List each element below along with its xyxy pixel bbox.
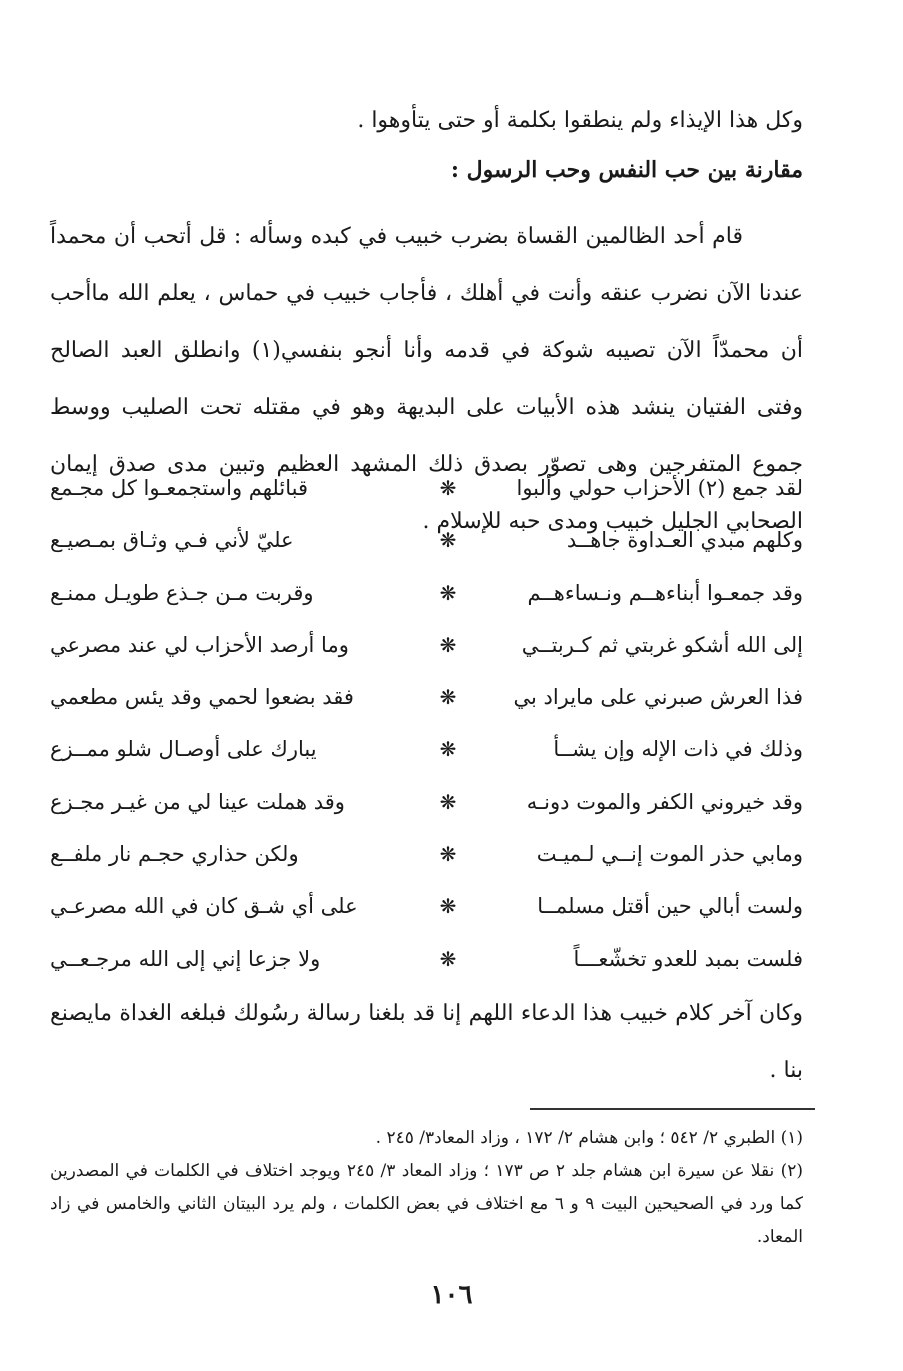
verse-second-hemistich: على أي شـق كان في الله مصرعـي: [50, 894, 358, 919]
poem: [50, 462, 803, 985]
verse-first-hemistich: لقد جمع (٢) الأحزاب حولي وألبوا: [516, 476, 803, 500]
footnote-2: (٢) نقلا عن سيرة ابن هشام جلد ٢ ص ١٧٣ ؛ وزاد المعاد ٣/ ٢٤٥ ويوجد اختلاف في الكلمات في المصدرين كما ورد في الصحيحين البيت ٩ و ٦ مع اختلاف في بعض الكلمات ، ولم يرد البيتان الثاني والخامس في زاد المعاد.: [50, 1161, 803, 1247]
verse-separator-icon: ❋: [439, 632, 457, 657]
poem-verse: [50, 828, 803, 880]
main-paragraph: قام أحد الظالمين القساة بضرب خبيب في كبده وسأله : قل أتحب أن محمداً عندنا الآن نضرب عنقه وأنت في أهلك ، فأجاب خبيب في حماس ، يعلم الله ماأحب أن محمدّاً الآن تصيبه شوكة في قدمه وأنا أنجو بنفسي(١) وانطلق العبد الصالح وفتى الفتيان ينشد هذه الأبيات على البديهة وهو في مقتله تحت الصليب ووسط جموع المتفرجين وهى تصوّر بصدق ذلك المشهد العظيم وتبين مدى صدق إيمان الصحابي الجليل خبيب ومدى حبه للإسلام .: [50, 224, 803, 534]
footnote-divider: [530, 1108, 815, 1110]
verse-second-hemistich: يبارك على أوصـال شلو ممــزع: [50, 737, 317, 762]
poem-verse: [50, 567, 803, 619]
verse-first-hemistich: فلست بمبد للعدو تخشّعـــاً: [573, 946, 803, 971]
verse-second-hemistich: وما أرصد الأحزاب لي عند مصرعي: [50, 632, 349, 657]
verse-separator-icon: ❋: [439, 580, 457, 605]
verse-second-hemistich: عليّ لأني فـي وثـاق بمـصيـع: [50, 528, 294, 553]
verse-separator-icon: ❋: [439, 894, 457, 919]
verse-first-hemistich: ولست أبالي حين أقتل مسلمــا: [537, 894, 803, 919]
verse-second-hemistich: فقد بضعوا لحمي وقد يئس مطعمي: [50, 685, 354, 710]
verse-first-hemistich: وقد جمعـوا أبناءهــم ونـساءهــم: [527, 580, 803, 605]
verse-first-hemistich: فذا العرش صبرني على مايراد بي: [513, 685, 803, 710]
poem-verse: [50, 462, 803, 514]
verse-separator-icon: ❋: [439, 842, 457, 867]
poem-verse: [50, 880, 803, 932]
poem-verse: [50, 933, 803, 985]
verse-first-hemistich: ومابي حذر الموت إنــي لـميـت: [536, 842, 803, 867]
closing-paragraph: وكان آخر كلام خبيب هذا الدعاء اللهم إنا قد بلغنا رسالة رسُولك فبلغه الغداة مايصنع بنا .: [50, 1001, 803, 1083]
verse-separator-icon: ❋: [439, 789, 457, 814]
verse-second-hemistich: وقربت مـن جـذع طويـل ممنـع: [50, 580, 314, 605]
verse-separator-icon: ❋: [439, 737, 457, 762]
verse-separator-icon: ❋: [439, 476, 457, 500]
verse-second-hemistich: ولكن حذاري حجـم نار ملفــع: [50, 842, 299, 867]
opening-line: وكل هذا الإيذاء ولم ينطقوا بكلمة أو حتى يتأوهوا .: [357, 108, 803, 133]
page-number: ١٠٦: [430, 1280, 473, 1310]
verse-first-hemistich: وذلك في ذات الإله وإن يشــأ: [553, 737, 803, 762]
verse-first-hemistich: وقد خيروني الكفر والموت دونـه: [526, 789, 803, 814]
verse-separator-icon: ❋: [439, 946, 457, 971]
verse-first-hemistich: إلى الله أشكو غربتي ثم كـربتــي: [521, 632, 803, 657]
verse-first-hemistich: وكلهم مبدي العـداوة جاهــد: [566, 528, 803, 553]
verse-separator-icon: ❋: [439, 685, 457, 710]
footnotes: [50, 1122, 803, 1254]
verse-separator-icon: ❋: [439, 528, 457, 553]
poem-verse: [50, 776, 803, 828]
verse-second-hemistich: وقد هملت عينا لي من غيـر مجـزع: [50, 789, 345, 814]
poem-verse: [50, 514, 803, 566]
poem-verse: [50, 723, 803, 775]
poem-verse: [50, 671, 803, 723]
section-heading: مقارنة بين حب النفس وحب الرسول :: [450, 157, 803, 183]
verse-second-hemistich: ولا جزعا إني إلى الله مرجـعــي: [50, 946, 321, 971]
verse-second-hemistich: قبائلهم واستجمعـوا كل مجـمع: [50, 476, 308, 500]
footnote-1: (١) الطبري ٢/ ٥٤٢ ؛ وابن هشام ٢/ ١٧٢ ، وزاد المعاد٣/ ٢٤٥ .: [375, 1128, 803, 1148]
poem-verse: [50, 619, 803, 671]
